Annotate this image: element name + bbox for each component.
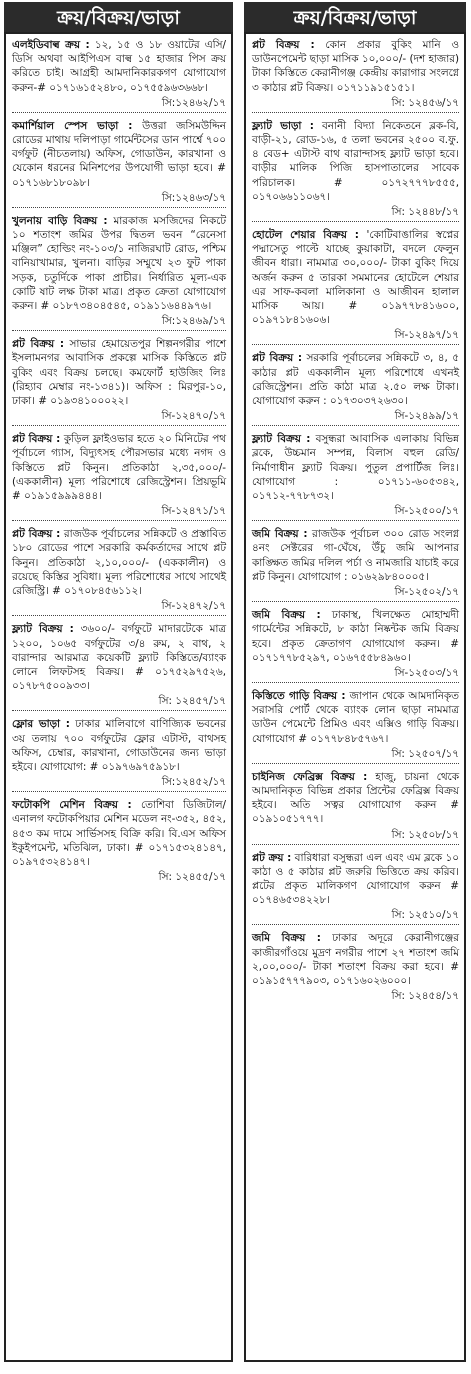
ad-heading: প্লট বিক্রয় :	[12, 433, 61, 446]
ad-text: জাপান থেকে আমদানিকৃত সরাসরি পোর্ট থেকে ব্যাংক লোন ছাড়া নামমাত্র ডাউন পেমেন্টে প্রিমিও এবং এক্সিও গাড়ি বিক্রয়। যোগাযোগ # ০১৭৭৮৪৮৫৭৬৭।	[252, 689, 459, 745]
ad-heading: প্লট বিক্রয় :	[12, 528, 61, 541]
ad-item	[12, 622, 226, 711]
ad-heading: কমার্শিয়াল স্পেস ভাড়া :	[12, 119, 133, 132]
column-body	[4, 32, 233, 1362]
ad-item	[252, 38, 459, 113]
ad-heading: প্লট বিক্রয় :	[12, 338, 65, 351]
ad-text: কোন প্রকার বুকিং মানি ও ডাউনপেমেন্ট ছাড়া মাসিক ১০,০০০/- (দশ হাজার) টাকা কিস্তিতে কেরানীগঞ্জ কেন্দ্রীয় কারাগার সংলগ্নে ৩ কাঠার প্লট বিক্রয়। ০১৭১১৯১৫১৫১।	[252, 39, 459, 94]
ad-text: ঢাকার মালিবাগে বাণিজ্যিক ভবনের ৩য় তলায় ৭০০ বর্গফুটের ফ্লোর এটাস্ট, বাথসহ অফিস, চেম্বার, কারখানা, গোডাউনের জন্য ভাড়া হইবে। যোগাযোগ: # ০১৯৭৬৯৭৫৯১৮।	[12, 718, 226, 773]
ad-item	[252, 689, 459, 764]
ad-reference: সি-১২৫০৩/১৭	[252, 666, 459, 683]
ad-heading: প্লট ক্রয় :	[252, 851, 292, 864]
ad-text: বারিধারা বসুন্ধরা এল এবং এম ব্লকে ১০ কাঠা ও ৫ কাঠার প্লট জরুরি ভিত্তিতে ক্রয় করিব। প্লটের প্রকৃত মালিকগণ যোগাযোগ করুন # ০১৭৪৬৫৩৪২২৮।	[252, 851, 459, 907]
ad-text: ৩৬০০/- বর্গফুটে মাদারটেকে মাত্র ১২০০, ১০৬৫ বর্গফুটের ৩/৪ রুম, ২ বাথ, ২ বারান্দার আরমাত্র কয়েকটি ফ্ল্যাট কিস্তিতে/ব্যাংক লোনে লিফটসহ বিক্রয়। # ০১৭৫২৯৭৫২৬, ০১৭৮৭৫০০৯৩৩।	[12, 623, 226, 693]
ad-item	[252, 351, 459, 426]
ad-reference: সি:১২৪৬৩/১৭	[12, 191, 226, 208]
ad-reference: সি: ১২৫১০/১৭	[252, 908, 459, 925]
ad-reference: সি:১২৪৬২/১৭	[12, 96, 226, 113]
ad-item	[252, 432, 459, 521]
ad-reference: সি: ১২৪৪৮/১৭	[252, 205, 459, 222]
ad-item	[12, 798, 226, 886]
ad-item	[12, 337, 226, 426]
ad-text: 'কোটিবাঙালির স্বপ্নের পদ্মাসেতু পাল্টে যাচ্ছে কুয়াকাটা, বদলে ফেলুন জীবন ধারা। নামমাত্র ৩০,০০০/- টাকা বুকিং দিয়ে অর্জন করুন ৫ তারকা সমমানের হোটেলে শেয়ার এর সাফ-কবলা মালিকানা ও আজীবন হালাল মাসিক আয়। # ০১৯৭৭৮৪১৬০০, ০১৯৭১৮৪১৬০৬।	[252, 229, 459, 327]
ad-text: সাভার হেমায়েতপুর শিল্পনগরীর পাশে ইসলামনগর আবাসিক প্রকল্পে মাসিক কিস্তিতে প্লট বুকিং এবং বিক্রয় চলছে। কমফোর্ট হাউজিং লিঃ (রিহ্যাব মেম্বার নং-১৩৪১)। অফিস : মিরপুর-১০, ঢাকা। # ০১৯৩৪১০০০২২।	[12, 338, 226, 408]
column-title: ক্রয়/বিক্রয়/ভাড়া	[244, 2, 466, 34]
classified-column-right	[244, 2, 466, 1362]
ad-heading: জমি বিক্রয় :	[252, 528, 308, 541]
ad-item	[12, 214, 226, 331]
ad-reference: সি-১২৫০২/১৭	[252, 585, 459, 602]
ad-reference: সি: ১২৫০৮/১৭	[252, 828, 459, 845]
ad-heading: এলইডিবাল্ব ক্রয় :	[12, 39, 90, 51]
ad-text: রাজউক পূর্বাচল ৩০০ রোড সংলগ্ন ৪নং সেক্টরের গা-ঘেঁষে, উঁচু জমি আপনার কাঙ্ক্ষিত জমির দলিল পর্চা ও নামজারি যাচাই করে প্লট কিনুন। যোগাযোগ : ০১৬২৯৮৪০০০৫।	[252, 528, 459, 583]
ad-text: বসুন্ধরা আবাসিক এলাকায় বিভিন্ন ব্লকে, উচ্চমান সম্পন্ন, বিলাস বহুল রেডি/ নির্মাণাধীন ফ্ল্যাট বিক্রয়। পুতুল প্রপার্টিজ লিঃ। যোগাযোগ : ০১৭১১-৬০৫৩৪২, ০১৭১২-৭৭৮৭৩২।	[252, 433, 459, 503]
ad-item	[12, 527, 226, 616]
ad-reference: সি-১২৪৭১/১৭	[12, 504, 226, 521]
ad-item	[252, 527, 459, 602]
ad-reference: সি-১২৪৭২/১৭	[12, 599, 226, 616]
ad-reference: সি-১২৪৯৯/১৭	[252, 409, 459, 426]
ad-item	[12, 432, 226, 521]
ad-item	[252, 119, 459, 222]
ad-reference: সি: ১২৪৫৫/১৭	[158, 871, 226, 884]
ad-heading: জমি বিক্রয় :	[252, 609, 321, 622]
ad-text: রাজউক পূর্বাচলের সন্নিকটে ও প্রস্তাবিত ১৮০ রোডের পাশে সরকারি কর্মকর্তাদের সাথে প্লট কিনুন। প্রতিকাঠা ২,১০,০০০/- (এককালীন) ও রয়েছে কিস্তির সুবিধা। মূল্য পরিশোধের সাথে সাথেই রেজিস্ট্রি। # ০১৭০৮৪৫৬১১২।	[12, 528, 226, 598]
ad-reference: সি: ১২৪৫৪/১৭	[391, 990, 459, 1003]
column-title: ক্রয়/বিক্রয়/ভাড়া	[4, 2, 233, 34]
ad-text: বনানী বিদ্যা নিকেতনে ব্লক-বি, বাড়ী-২১, রোড-১৬, ৫ তলা ভবনের ২৫০০ ব.ফু. ৪ বেড+ এটাস্ট বাথ বারান্দাসহ ফ্ল্যাট ভাড়া হবে। বাড়ীর মালিক পিজি হাসপাতালের সাবেক পরিচালক। # ০১৭২৭৭৭৮৫৫৫, ০১৭০৬৬১১০৬৭।	[252, 119, 459, 203]
ad-text: তোশিবা ডিজিটাল/এনালগ ফটোকপিয়ার মেশিন মডেল নং-৩৫২, ৪৫২, ৪৫৩ কম দামে সার্ভিসসহ বিক্রি করি। বি.এস অফিস ইকুইপমেন্ট, মতিঝিল, ঢাকা। # ০১৭১৫৩২৪১৪৭, ০১৯৭৫৩২৪১৪৭।	[12, 799, 226, 868]
ad-item	[12, 717, 226, 792]
ad-text: হাজু, চায়না থেকে আমদানিকৃত বিভিন্ন প্রকার প্রিন্টের ফেব্রিক্স বিক্রয় হইবে। অতি সত্বর যোগাযোগ করুন # ০১৯১০৫১৭৭৭।	[252, 770, 459, 826]
ad-heading: ফ্ল্যাট বিক্রয় :	[12, 623, 74, 636]
ad-reference: সি-১২৫০০/১৭	[252, 504, 459, 521]
ad-text: মারকাজ মসজিদের নিকটে ১০ শতাংশ জমির উপর দ্বিতল ভবন “রেনেসা মঞ্জিল” হোল্ডিং নং-১০৩/১ নাজিরঘাট রোড, পশ্চিম বানিয়াখামার, খুলনা। বাড়ির সম্মুখে ২৩ ফুট পাকা সড়ক, চতুর্দিকে পাকা প্রাচীর। নির্ধারিত মূল্য-এক কোটি ষাট লক্ষ টাকা মাত্র। প্রকৃত ক্রেতা যোগাযোগ করুন। # ০১৮৭৩৪০৪৫৪৫, ০১৯১১৬৪৪৯৭৬।	[12, 214, 226, 313]
ad-text: ঢাকার অদূরে কেরানীগঞ্জের কাজীরগাঁওয়ে মুদ্রণ নগরীর পাশে ২৭ শতাংশ জমি ২,০০,০০০/- টাকা শতাংশ বিক্রয় করা হবে। # ০১৯১৫৭৭৭৯০৩, ০১৭১৬০২৬০০০।	[252, 932, 459, 987]
ad-reference: সি:১২৪৬৯/১৭	[12, 314, 226, 331]
ad-item	[12, 38, 226, 113]
ad-reference: সি: ১২৪৫৬/১৭	[252, 96, 459, 113]
ad-heading: কিস্তিতে গাড়ি বিক্রয় :	[252, 689, 346, 702]
ad-item	[252, 608, 459, 683]
classified-column-left	[4, 2, 233, 1362]
ad-reference: সি: ১২৫০৭/১৭	[252, 747, 459, 764]
ad-heading: ফ্লোর ভাড়া :	[12, 718, 70, 731]
ad-item	[252, 228, 459, 345]
ad-heading: ফ্ল্যাট ভাড়া :	[252, 119, 314, 132]
ad-text: ১২, ১৫ ও ১৮ ওয়াটের এসি/ডিসি অথবা আইপিএস বাল্ব ১৫ হাজার পিস ক্রয় করিতে চাই। আগ্রহী আমদানিকারকগণ যোগাযোগ করুন-# ০১৭১৬১৫২৪৮০, ০১৭৫৫৯৬৩৬৬৮।	[12, 39, 226, 94]
ad-heading: ফটোকপি মেশিন বিক্রয় :	[12, 799, 132, 812]
ad-item	[252, 851, 459, 926]
ad-item	[252, 931, 459, 1005]
ad-heading: ফ্ল্যাট বিক্রয় :	[252, 433, 311, 446]
ad-item	[12, 119, 226, 208]
ad-heading: জমি বিক্রয় :	[252, 932, 321, 945]
ad-heading: খুলনায় বাড়ি বিক্রয় :	[12, 214, 108, 227]
ad-heading: হোটেল শেয়ার বিক্রয় :	[252, 229, 359, 242]
ad-item	[252, 770, 459, 845]
column-body	[244, 32, 466, 1362]
ad-heading: প্লট বিক্রয় :	[252, 352, 302, 365]
ad-text: কুড়িল ফ্লাইওভার হতে ২০ মিনিটের পথ পূর্বাচলে গ্যাস, বিদ্যুৎসহ পৌরসভার মধ্যে নগদ ও কিস্তিতে প্লট কিনুন। প্রতিকাঠা ২,৩৫,০০০/- (এককালীন) মূল্য পরিশোধে রেজিস্ট্রেশন। প্রিয়ভূমি # ০১৯১৫৯৯৯৪৪৪।	[12, 433, 226, 503]
ad-reference: সি-১২৪৭০/১৭	[12, 409, 226, 426]
ad-reference: সি:১২৪৫২/১৭	[12, 775, 226, 792]
ad-text: সরকারি পূর্বাচলের সন্নিকটে ৩, ৪, ৫ কাঠার প্লট এককালীন মূল্য পরিশোধে এখনই রেজিস্ট্রেশন। প্রতি কাঠা মাত্র ২.৫০ লক্ষ টাকা। যোগাযোগ করুন : ০১৭৩০৩৭২৬৩০।	[252, 352, 459, 408]
ad-text: উত্তরা জসিমউদ্দিন রোডের মাথায় দলিপাড়া গার্মেন্টসের ডান পার্শ্বে ৭০০ বর্গফুট (নীচতলায়) অফিস, গোডাউন, কারখানা ও যেকোন ধরনের মিনিশপের উপযোগী ভাড়া হবে। # ০১৭১৬৮১৮০৯৮।	[12, 119, 226, 189]
ad-heading: চাইনিজ ফেব্রিক্স বিক্রয় :	[252, 770, 368, 783]
ad-reference: সি: ১২৪৫৭/১৭	[12, 694, 226, 711]
ad-reference: সি-১২৪৯৭/১৭	[252, 328, 459, 345]
ad-text: ঢাকাস্থ, খিলক্ষেত মোহাম্মদী গার্মেন্টের সন্নিকটে, ৮ কাঠা নিষ্কন্টক জমি বিক্রয় হবে। প্রকৃত ক্রেতাগণ যোগাযোগ করুন। # ০১৭১৭৭৮৫২৯৭, ০১৬৭৫৫৮৪৯৬০।	[252, 609, 459, 664]
ad-heading: প্লট বিক্রয় :	[252, 39, 315, 51]
